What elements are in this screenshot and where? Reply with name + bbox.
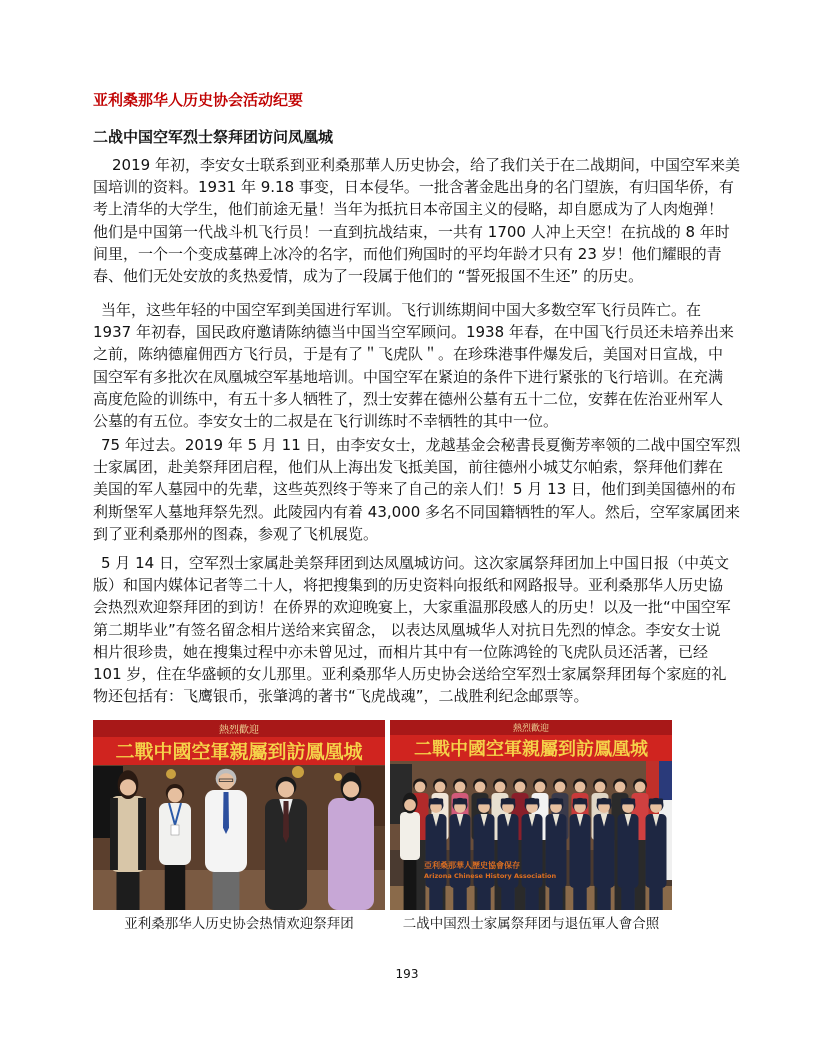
person-head xyxy=(455,782,466,793)
person-head xyxy=(168,788,182,802)
text-line: 1937 年初春，国民政府邀请陈纳德当中国当空军顾问。1938 年春，在中国飞行员还未培养出来 xyxy=(93,323,734,342)
person-head xyxy=(635,782,646,793)
text-line: 考上清华的大学生，他们前途无量！当年为抵抗日本帝国主义的侵略，却自愿成为了人肉炮弹！ xyxy=(93,200,724,219)
person-legs xyxy=(404,858,417,910)
text-line: 物还包括有：飞鹰银币，张肇鸿的著书“飞虎战魂”，二战胜利纪念邮票等。 xyxy=(93,687,589,706)
person-cap xyxy=(429,799,443,805)
person-head xyxy=(475,782,486,793)
paragraph-1 xyxy=(93,154,740,287)
text-line: 5 月 14 日，空军烈士家属赴美祭拜团到达凤凰城访问。这次家属祭拜团加上中国日报（中英文 xyxy=(101,554,729,572)
text-line: 2019 年初，李安女士联系到亚利桑那華人历史协会，给了我们关于在二战期间，中国空军来美 xyxy=(112,156,740,174)
person-legs xyxy=(549,886,562,910)
group-photo xyxy=(390,720,672,910)
person-legs xyxy=(116,870,139,910)
person-legs xyxy=(621,886,634,910)
person-head xyxy=(615,782,626,793)
watermark-english: Arizona Chinese History Association xyxy=(424,872,557,880)
person-badge xyxy=(171,825,179,835)
person-head xyxy=(595,782,606,793)
person-head xyxy=(575,782,586,793)
text-line: 相片很珍贵，她在搜集过程中亦未曾见过，而相片其中有一位陈鸿铨的飞虎队员还活著，已经 xyxy=(93,642,709,661)
paragraph-2 xyxy=(93,299,733,432)
lantern-ornament xyxy=(334,773,342,781)
banner-text: 二戰中國空軍親屬到訪鳳凰城 xyxy=(115,741,363,763)
person-head xyxy=(555,782,566,793)
text-line: 国空军有多批次在凤凰城空军基地培训。中国空军在紧迫的条件下进行紧张的飞行培训。在充满 xyxy=(93,367,724,386)
person-legs xyxy=(429,886,442,910)
welcome-photo-scene xyxy=(93,720,385,910)
page-number: 193 xyxy=(395,967,419,981)
person-cardigan xyxy=(138,798,146,870)
text-line: 之前，陈纳德雇佣西方飞行员，于是有了＂飞虎队＂。在珍珠港事件爆发后，美国对日宣战，中 xyxy=(93,345,724,364)
text-line: 75 年过去。2019 年 5 月 11 日，由李安女士，龙越基金会秘書長夏衡芳率领的二战中国空军烈 xyxy=(101,436,741,454)
person-head xyxy=(495,782,506,793)
section-heading: 亚利桑那华人历史协会活动纪要 xyxy=(93,91,304,109)
watermark-chinese: 亞利桑那華人歷史協會保存 xyxy=(424,861,520,870)
text-line: 高度危险的训练中，有五十多人牺牲了，烈士安葬在德州公墓有五十二位，安葬在佐治亚州军人 xyxy=(93,389,724,408)
person-cap xyxy=(621,799,635,805)
person-body xyxy=(328,798,374,910)
paragraph-4 xyxy=(93,552,733,707)
person-body xyxy=(400,812,420,860)
person-cap xyxy=(549,799,563,805)
person-head xyxy=(120,779,136,795)
person-cap xyxy=(525,799,539,805)
group-of-people xyxy=(400,779,667,911)
person-cardigan xyxy=(110,798,118,870)
person-legs xyxy=(501,886,514,910)
person-head xyxy=(343,781,359,797)
text-line: 版）和国内媒体记者等二十人，将把搜集到的历史资料向报纸和网路报导。亚利桑那华人历史協 xyxy=(93,576,724,595)
group-photo-scene xyxy=(390,720,672,910)
welcome-photo xyxy=(93,720,385,910)
banner-text: 二戰中國空軍親屬到訪鳳凰城 xyxy=(414,739,648,760)
banner-top-text: 熱烈歡迎 xyxy=(219,725,259,736)
person-legs xyxy=(525,886,538,910)
banner-top-text: 熱烈歡迎 xyxy=(512,724,550,734)
paragraph-3 xyxy=(93,434,741,545)
person-legs xyxy=(477,886,490,910)
person-legs xyxy=(597,886,610,910)
person-cap xyxy=(477,799,491,805)
flag-stripe xyxy=(659,760,672,800)
photo-caption: 二战中国烈士家属祭拜团与退伍軍人會合照 xyxy=(402,916,660,932)
text-line: 会热烈欢迎祭拜团的到访！在侨界的欢迎晚宴上，大家重温那段感人的历史！以及一批“中国空军 xyxy=(93,598,731,617)
person-legs xyxy=(573,886,586,910)
person-cap xyxy=(453,799,467,805)
text-line: 到了亚利桑那州的图森，参观了飞机展览。 xyxy=(93,524,379,543)
text-line: 101 岁，住在华盛顿的女儿那里。亚利桑那华人历史协会送给空军烈士家属祭拜团每个家庭的礼 xyxy=(93,664,727,683)
text-line: 春、他们无处安放的炙热爱情，成为了一段属于他们的 “誓死报国不生还” 的历史。 xyxy=(93,266,644,285)
text-line: 第二期毕业”有签名留念相片送给来宾留念， 以表达凤凰城华人对抗日先烈的悼念。李安女士说 xyxy=(93,620,721,639)
text-line: 美国的军人墓园中的先辈，这些英烈终于等来了自己的亲人们！5 月 13 日，他们到美国德州的布 xyxy=(93,480,736,499)
person-head xyxy=(404,799,416,811)
text-line: 间里，一个一个变成墓碑上冰冷的名字，而他们殉国时的平均年龄才只有 23 岁！他们耀眼的青 xyxy=(93,244,722,263)
lantern-ornament xyxy=(292,766,304,778)
person-legs xyxy=(649,886,662,910)
person-legs xyxy=(165,863,185,910)
person-cap xyxy=(573,799,587,805)
lantern-ornament xyxy=(166,769,176,779)
text-line: 当年，这些年轻的中国空军到美国进行军训。飞行训练期间中国大多数空军飞行员阵亡。在 xyxy=(101,301,702,319)
person-legs xyxy=(453,886,466,910)
text-line: 国培训的资料。1931 年 9.18 事变，日本侵华。一批含著金匙出身的名门望族，有归国华侨，有 xyxy=(93,178,734,197)
person-cap xyxy=(649,799,663,805)
person-legs xyxy=(213,870,240,910)
text-line: 公墓的有五位。李安女士的二叔是在飞行训练时不幸牺牲的其中一位。 xyxy=(93,411,559,430)
person-head xyxy=(535,782,546,793)
person-tie xyxy=(223,792,229,834)
text-line: 士家属团，赴美祭拜团启程，他们从上海出发飞抵美国，前往德州小城艾尔帕索，祭拜他们葬在 xyxy=(93,458,724,477)
person-tie xyxy=(283,801,289,843)
person-head xyxy=(278,781,294,797)
text-line: 利斯堡军人墓地拜祭先烈。此陵园内有着 43,000 多名不同国籍牺牲的军人。然后，空军家属团来 xyxy=(93,502,741,521)
photo-caption: 亚利桑那华人历史协会热情欢迎祭拜团 xyxy=(124,916,354,932)
text-line: 他们是中国第一代战斗机飞行员！一直到抗战结束，一共有 1700 人冲上天空！在抗战的 8 年时 xyxy=(93,222,730,241)
person-head xyxy=(415,782,426,793)
person-head xyxy=(435,782,446,793)
person-head xyxy=(515,782,526,793)
article-title: 二战中国空军烈士祭拜团访问凤凰城 xyxy=(93,128,334,146)
person-cap xyxy=(501,799,515,805)
person-cap xyxy=(597,799,611,805)
